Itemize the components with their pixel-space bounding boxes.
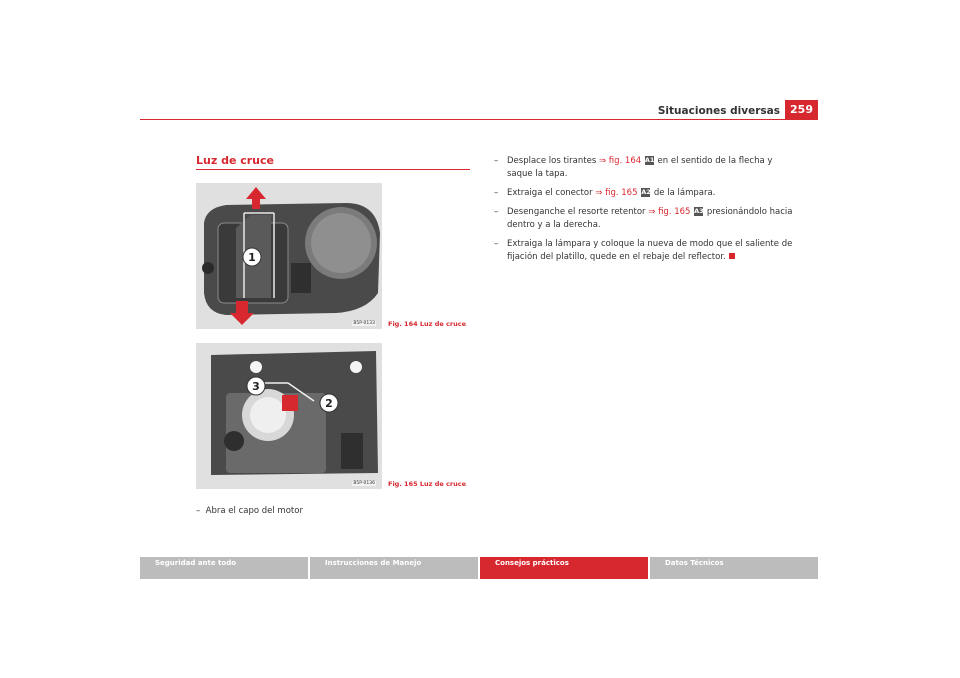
figure-164-caption: Fig. 164 Luz de cruce bbox=[388, 320, 466, 328]
figure-165-callout-3: 3 bbox=[252, 380, 260, 393]
step-text: en el sentido de la flecha y saque la tapa. bbox=[507, 156, 773, 179]
step-item bbox=[494, 238, 794, 264]
step-dash: – bbox=[494, 156, 499, 166]
figure-165-code: B5P-0136 bbox=[353, 481, 375, 486]
step-text: Extraiga el conector bbox=[507, 188, 596, 198]
end-of-section-icon bbox=[729, 253, 735, 259]
callout-badge: A2 bbox=[641, 188, 651, 196]
step-dash: – bbox=[494, 207, 499, 217]
tab-instrucciones[interactable]: Instrucciones de Manejo bbox=[310, 557, 478, 579]
step-dash: – bbox=[494, 239, 499, 249]
figure-165-image bbox=[196, 343, 382, 489]
left-step bbox=[196, 506, 303, 516]
step-item bbox=[494, 155, 794, 181]
section-title: Luz de cruce bbox=[196, 154, 274, 167]
figure-164-code: B5P-0133 bbox=[353, 321, 375, 326]
page-number: 259 bbox=[785, 100, 818, 119]
step-text: Desplace los tirantes bbox=[507, 156, 599, 166]
callout-badge: A3 bbox=[694, 207, 704, 215]
step-dash: – bbox=[494, 188, 499, 198]
section-rule bbox=[196, 169, 470, 170]
figure-reference-link[interactable]: ⇒ fig. 165 bbox=[648, 207, 691, 217]
left-step-dash: – bbox=[196, 506, 201, 516]
tab-seguridad[interactable]: Seguridad ante todo bbox=[140, 557, 308, 579]
tab-datos[interactable]: Datos Técnicos bbox=[650, 557, 818, 579]
step-text: presionándolo hacia dentro y a la derecha. bbox=[507, 207, 793, 230]
footer-nav bbox=[140, 557, 818, 579]
step-item bbox=[494, 206, 794, 232]
step-item bbox=[494, 187, 794, 200]
step-text: Desenganche el resorte retentor bbox=[507, 207, 649, 217]
headlight-rear-illustration bbox=[196, 183, 382, 329]
steps-list bbox=[494, 155, 794, 270]
figure-165-caption: Fig. 165 Luz de cruce bbox=[388, 480, 466, 488]
figure-reference-link[interactable]: ⇒ fig. 164 bbox=[598, 156, 642, 166]
header-rule bbox=[140, 119, 818, 120]
figure-164-image bbox=[196, 183, 382, 329]
tab-consejos[interactable]: Consejos prácticos bbox=[480, 557, 648, 579]
step-text: Extraiga la lámpara y coloque la nueva de modo que el saliente de fijación del platillo, quede en el rebaje del reflector. bbox=[507, 239, 793, 262]
figure-164-callout-1: 1 bbox=[248, 251, 256, 264]
left-step-text: Abra el capo del motor bbox=[205, 506, 303, 516]
header-title: Situaciones diversas bbox=[657, 105, 780, 117]
figure-reference-link[interactable]: ⇒ fig. 165 bbox=[595, 188, 638, 198]
figure-165-callout-2: 2 bbox=[325, 397, 333, 410]
headlight-bulb-illustration bbox=[196, 343, 382, 489]
step-text: de la lámpara. bbox=[651, 188, 716, 198]
callout-badge: A1 bbox=[644, 156, 655, 164]
